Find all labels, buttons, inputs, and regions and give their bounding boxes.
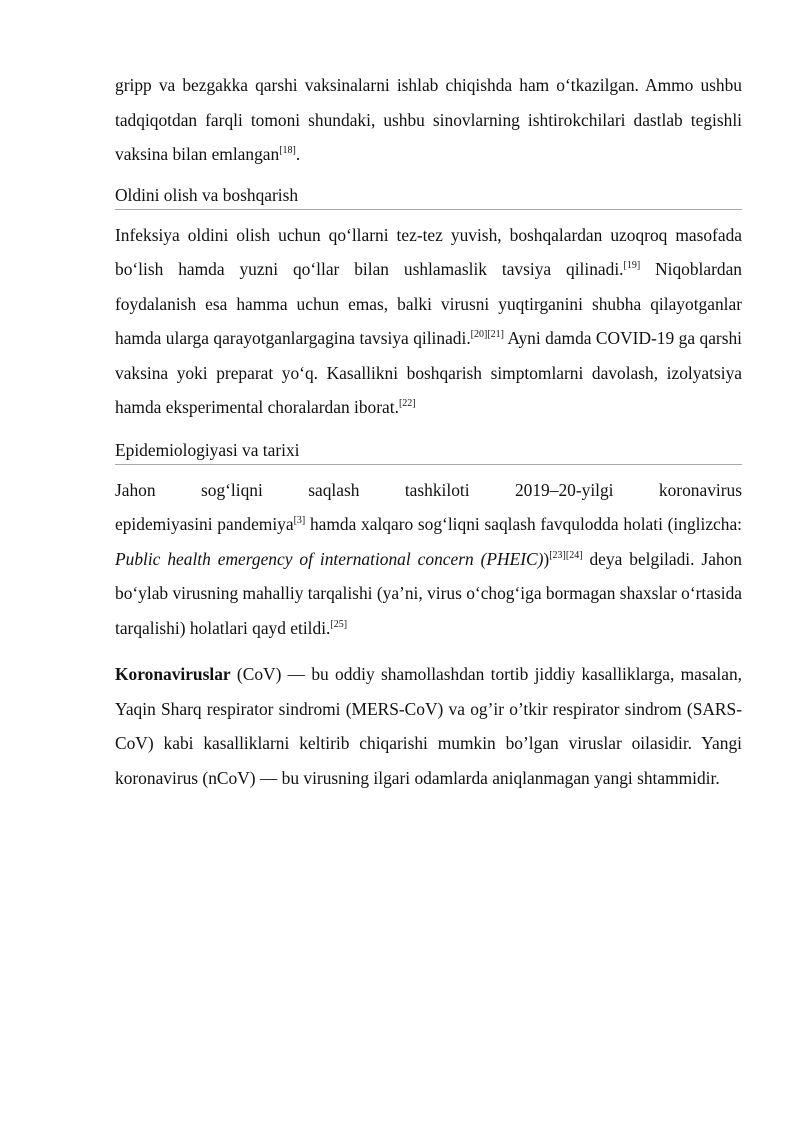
section-heading-prevention: Oldini olish va boshqarish: [115, 182, 742, 210]
paragraph-prevention: Infeksiya oldini olish uchun qo‘llarni tez-tez yuvish, boshqalardan uzoqroq masofada bo‘lish hamda yuzni qo‘llar bilan ushlamaslik tavsiya qilinadi.[19] Niqoblardan foydalanish esa hamma uchun emas, balki virusni yuqtirganini shubha qilayotganlar hamda ularga qarayotganlargagina tavsiya qilinadi.[20][21] Ayni damda COVID-19 ga qarshi vaksina yoki preparat yo‘q. Kasallikni boshqarish simptomlarni davolash, izolyatsiya hamda eksperimental choralardan iborat.[22]: [115, 224, 742, 417]
paragraph-coronaviruses: Koronaviruslar (CoV) — bu oddiy shamollashdan tortib jiddiy kasalliklarga, masalan, Yaqin Sharq respirator sindromi (MERS-CoV) va og’ir o’tkir respirator sindrom (SARS-CoV) kabi kasalliklarni keltirib chiqarishi mumkin bo’lgan viruslar oilasidir. Yangi koronavirus (nCoV) — bu virusning ilgari odamlarda aniqlanmagan yangi shtammidir.: [115, 664, 742, 788]
citation-22[interactable]: [22]: [398, 398, 416, 410]
term-koronaviruslar: Koronaviruslar: [115, 664, 231, 684]
paragraph-vaccine-trials: gripp va bezgakka qarshi vaksinalarni ishlab chiqishda ham o‘tkazilgan. Ammo ushbu tadqiqotdan farqli tomoni shundaki, ushbu sinovlarning ishtirokchilari dastlab tegishli vaksina bilan emlangan[18].: [115, 75, 742, 164]
citation-25[interactable]: [25]: [330, 618, 348, 630]
citation-23-24[interactable]: [23][24]: [549, 549, 583, 561]
citation-3[interactable]: [3]: [293, 515, 306, 527]
citation-20-21[interactable]: [20][21]: [470, 329, 504, 341]
section-heading-epidemiology: Epidemiologiyasi va tarixi: [115, 437, 742, 465]
document-body: [115, 68, 742, 807]
epidemiology-first-line: Jahon sog‘liqni saqlash tashkiloti 2019–20-yilgi koronavirus: [115, 479, 742, 500]
citation-18[interactable]: [18]: [279, 145, 296, 157]
citation-19[interactable]: [19]: [623, 260, 641, 272]
paragraph-epidemiology: Jahon sog‘liqni saqlash tashkiloti 2019–20-yilgi koronavirus epidemiyasini pandemiya[3] hamda xalqaro sog‘liqni saqlash favqulodda holati (inglizcha: Public health emergency of international concern (PHEIC))[23][24] deya belgiladi. Jahon bo‘ylab virusning mahalliy tarqalishi (ya’ni, virus o‘chog‘iga bormagan shaxslar o‘rtasida tarqalishi) holatlari qayd etildi.[25]: [115, 473, 742, 646]
pheic-term: Public health emergency of international concern (PHEIC): [115, 548, 544, 569]
